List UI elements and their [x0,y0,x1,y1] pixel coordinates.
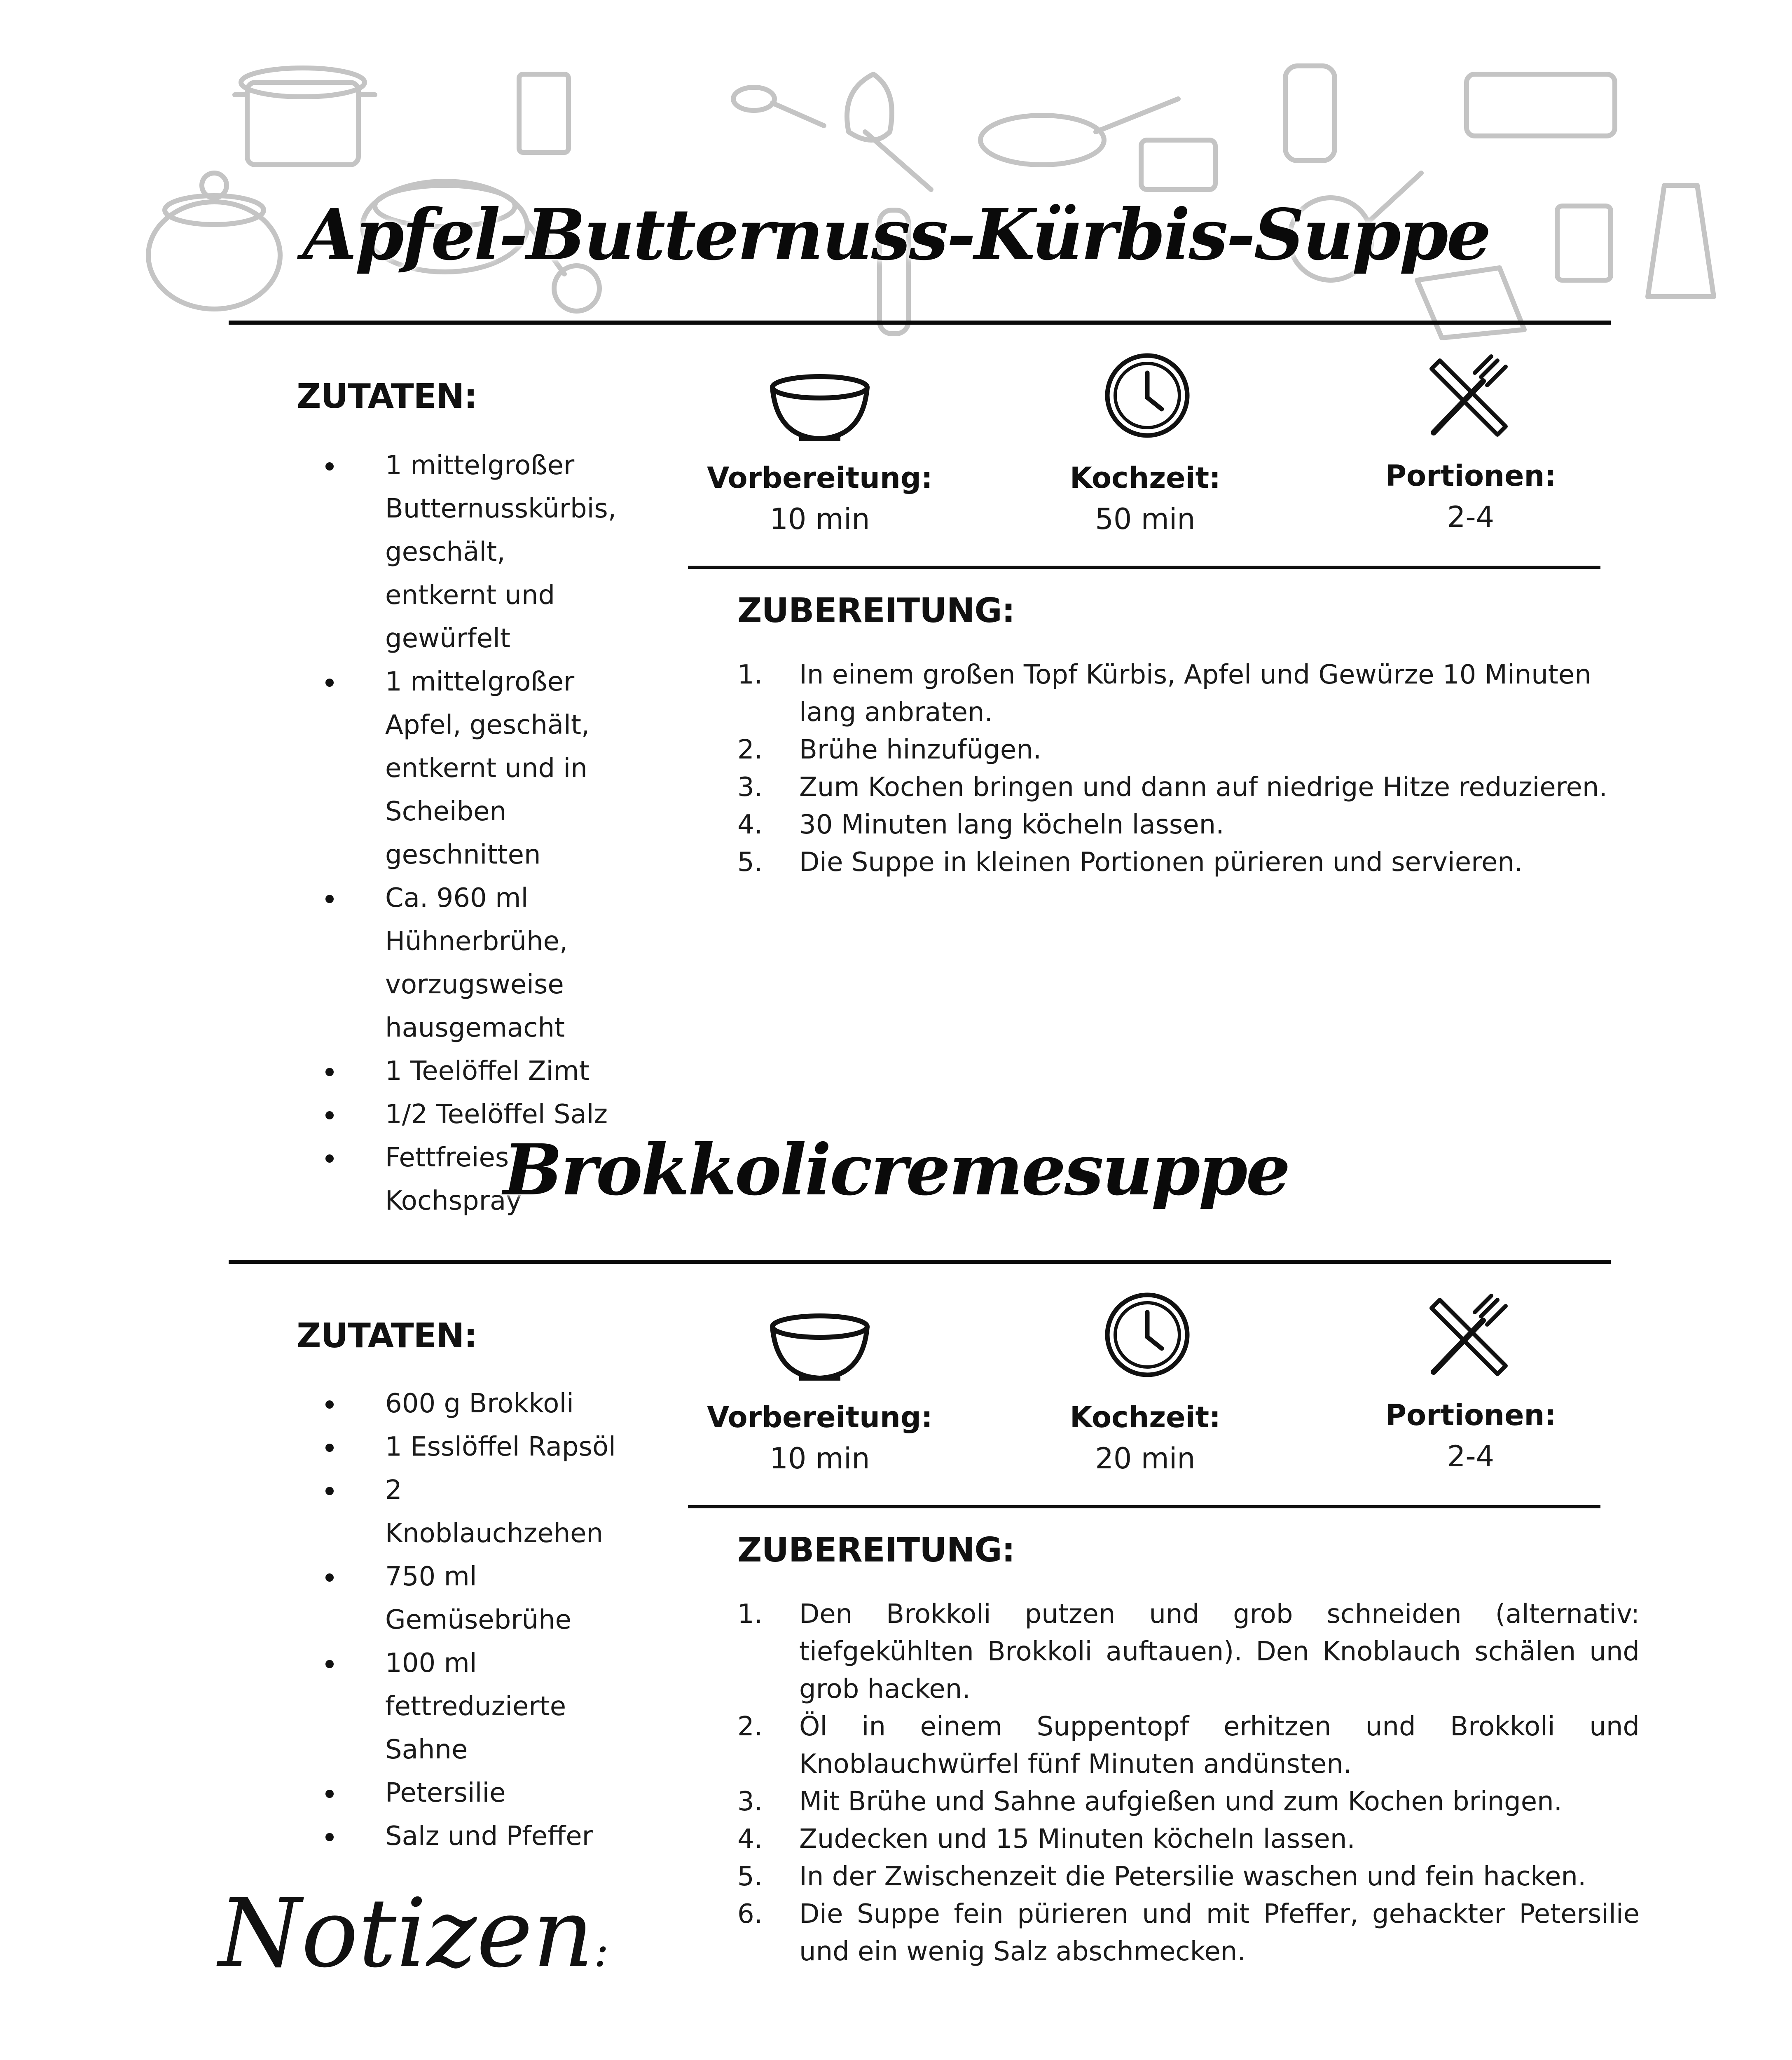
step-item [737,844,1640,881]
step-number: 3. [737,1786,763,1817]
prep-value: 10 min [770,502,870,536]
step-item [737,1858,1640,1896]
recipe-1-title-rule [229,321,1611,325]
recipe-1-steps-heading: ZUBEREITUNG: [737,591,1015,630]
step-item [737,656,1640,731]
bowl-icon [766,371,873,445]
servings-label: Portionen: [1385,459,1556,493]
ingredient-item: 1 mittelgroßer Butternusskürbis, geschält, entkernt und gewürfelt [325,444,622,660]
fork-knife-icon [1425,354,1512,441]
spoon-icon [733,87,824,126]
step-item [737,806,1640,844]
ingredient-item: 1 Teelöffel Zimt [325,1050,622,1093]
step-text: Mit Brühe und Sahne aufgießen und zum Kochen bringen. [799,1786,1563,1817]
fork-knife-icon [1425,1294,1512,1380]
step-item [737,1596,1640,1708]
cook-label: Kochzeit: [1069,1400,1221,1434]
recipe-1-title: Apfel-Butternuss-Kürbis-Suppe [302,194,1490,276]
step-text: Brühe hinzufügen. [799,735,1042,765]
step-number: 1. [737,660,763,690]
step-text: In der Zwischenzeit die Petersilie waschen und fein hacken. [799,1861,1586,1892]
bowl-icon [766,1310,873,1384]
ingredient-item: Petersilie [325,1772,622,1815]
cook-label: Kochzeit: [1069,461,1221,495]
recipe-2-steps-list [737,1596,1640,1971]
recipe-2-ingredients-heading: ZUTATEN: [297,1316,477,1355]
cutting-board-icon [1141,140,1215,190]
clock-icon [1104,1292,1191,1378]
recipe-2-servings-info [1355,1395,1586,1477]
step-item [737,1783,1640,1821]
step-number: 4. [737,810,763,840]
step-number: 3. [737,772,763,803]
ingredient-item: 600 g Brokkoli [325,1382,622,1426]
cook-value: 20 min [1095,1442,1195,1475]
pot-icon [235,68,375,165]
step-text: Öl in einem Suppentopf erhitzen und Brokkoli und Knoblauchwürfel fünf Minuten andünsten. [799,1711,1640,1779]
recipe-2-info-rule [688,1505,1600,1508]
bottle-icon [1285,66,1335,161]
step-number: 2. [737,1711,763,1742]
step-text: 30 Minuten lang köcheln lassen. [799,810,1224,840]
frying-pan-icon [980,99,1178,165]
ingredient-item: Ca. 960 ml Hühnerbrühe, vorzugsweise hausgemacht [325,877,622,1050]
step-item [737,769,1640,806]
step-item [737,1708,1640,1783]
step-text: Die Suppe in kleinen Portionen pürieren und servieren. [799,847,1523,878]
recipe-1-servings-info [1355,455,1586,538]
step-item [737,1821,1640,1858]
recipe-1-info-rule [688,566,1600,569]
recipe-2-cook-info [1030,1397,1261,1479]
cake-ring-icon [1467,74,1615,136]
cook-value: 50 min [1095,502,1195,536]
notes-title [218,1879,609,1989]
servings-label: Portionen: [1385,1398,1556,1432]
prep-label: Vorbereitung: [707,461,933,495]
clock-icon [1104,352,1191,439]
step-text: Zum Kochen bringen und dann auf niedrige Hitze reduzieren. [799,772,1607,803]
recipe-2-ingredients-list [325,1382,622,1858]
step-item [737,731,1640,769]
ingredient-item: Fettfreies Kochspray [325,1136,622,1223]
ingredient-item: 750 ml Gemüsebrühe [325,1555,622,1642]
step-number: 5. [737,1861,763,1892]
ingredient-item: 1 Esslöffel Rapsöl [325,1426,622,1469]
recipe-1-cook-info [1030,457,1261,540]
ingredient-item: 1 mittelgroßer Apfel, geschält, entkernt und in Scheiben geschnitten [325,660,622,877]
step-text: Zudecken und 15 Minuten köcheln lassen. [799,1824,1355,1854]
recipe-2-steps-heading: ZUBEREITUNG: [737,1531,1015,1570]
recipe-1-ingredients-heading: ZUTATEN: [297,377,477,416]
notes-title-text: Notizen [218,1879,594,1989]
notes-title-colon: : [594,1924,609,1977]
ingredient-item: 2 Knoblauchzehen [325,1469,622,1555]
step-item [737,1896,1640,1971]
recipe-1-ingredients-list [325,444,622,1223]
recipe-1-steps-list [737,656,1640,881]
servings-value: 2-4 [1447,500,1495,534]
step-text: Den Brokkoli putzen und grob schneiden (alternativ: tiefgekühlten Brokkoli auftauen). Den Knoblauch schälen und grob hacken. [799,1599,1640,1704]
ingredient-item: 100 ml fettreduzierte Sahne [325,1642,622,1772]
step-number: 2. [737,735,763,765]
step-text: Die Suppe fein pürieren und mit Pfeffer, gehackter Petersilie und ein wenig Salz abschmecken. [799,1899,1640,1967]
napkin-icon [1417,268,1524,338]
prep-label: Vorbereitung: [707,1400,933,1434]
step-text: In einem großen Topf Kürbis, Apfel und Gewürze 10 Minuten lang anbraten. [799,660,1591,728]
servings-value: 2-4 [1447,1440,1495,1473]
prep-value: 10 min [770,1442,870,1475]
step-number: 5. [737,847,763,878]
step-number: 4. [737,1824,763,1854]
ingredient-item: 1/2 Teelöffel Salz [325,1093,622,1136]
glass-icon [519,74,568,152]
recipe-2-title-rule [229,1260,1611,1264]
step-number: 6. [737,1899,763,1929]
recipe-2-title: Brokkolicremesuppe [503,1129,1289,1211]
whisk-icon [847,74,931,190]
ingredient-item: Salz und Pfeffer [325,1815,622,1858]
recipe-1-prep-info [704,457,935,540]
step-number: 1. [737,1599,763,1629]
recipe-2-prep-info [704,1397,935,1479]
